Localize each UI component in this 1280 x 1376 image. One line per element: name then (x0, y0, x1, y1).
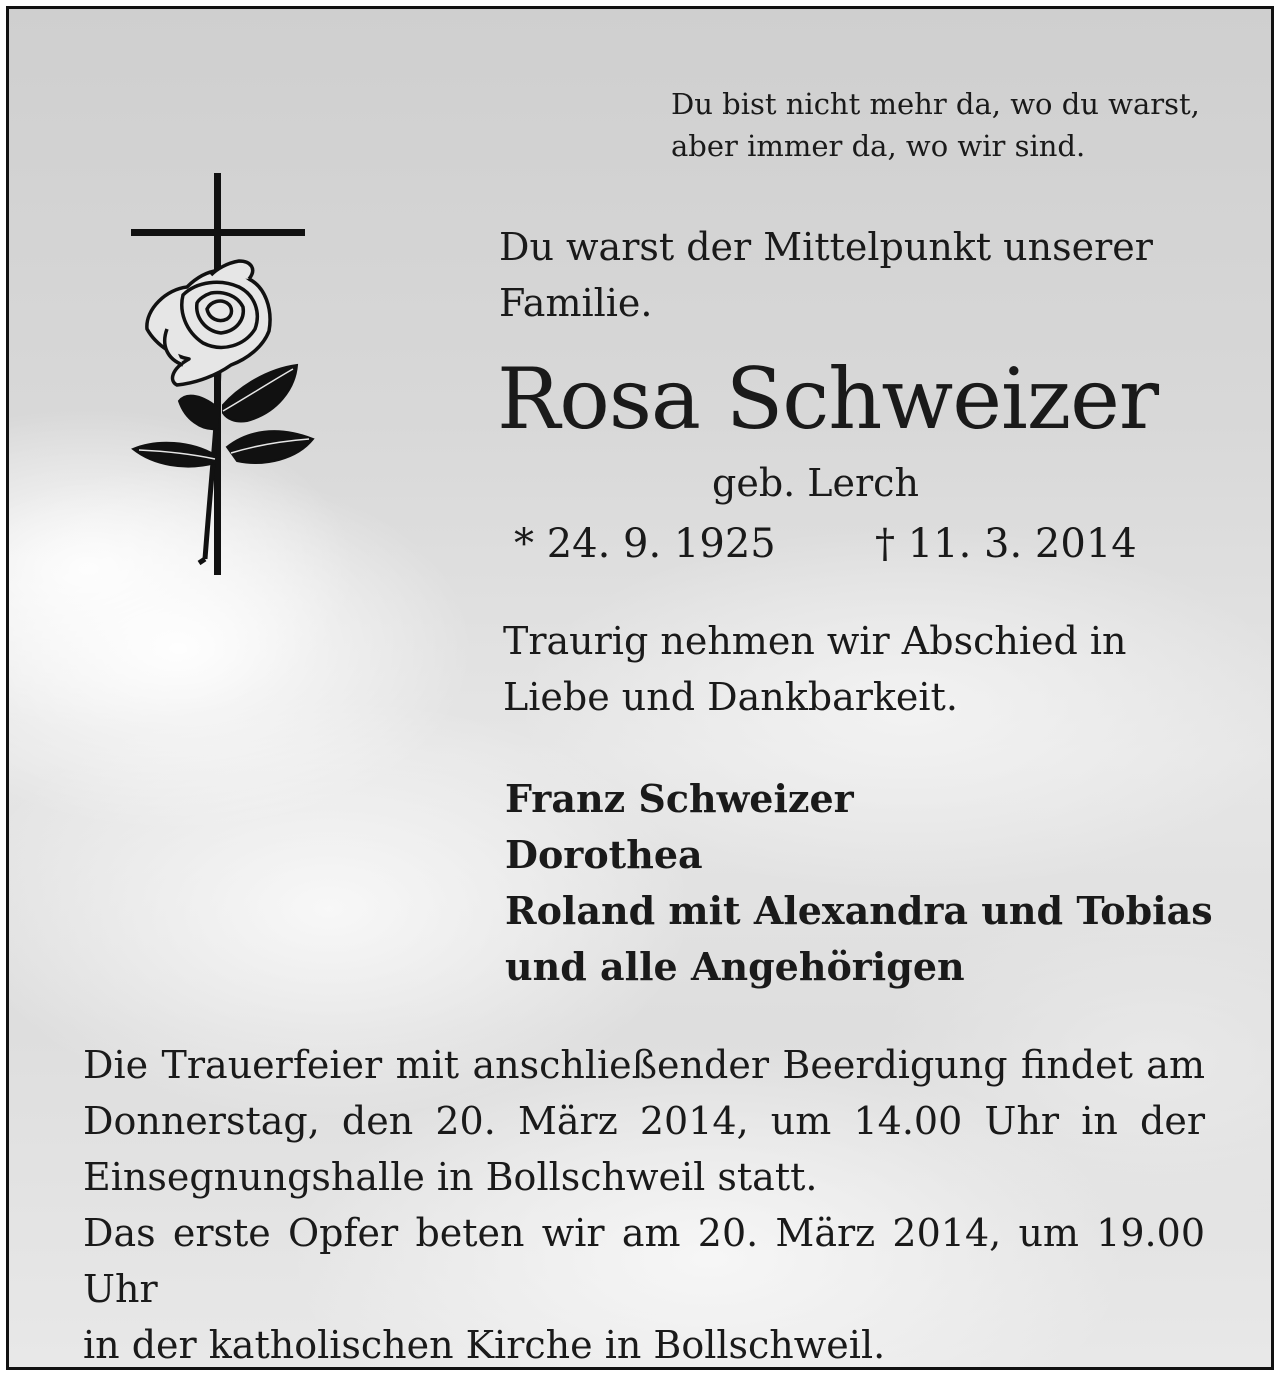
obituary-notice (6, 6, 1274, 1370)
farewell-line: Liebe und Dankbarkeit. (503, 675, 958, 719)
intro-line: Du warst der Mittelpunkt unserer (499, 225, 1153, 269)
mourner-name: Franz Schweizer (505, 776, 854, 821)
ceremony-line: Die Trauerfeier mit anschließender Beerdigung findet am (83, 1043, 1205, 1087)
ceremony-details (83, 1037, 1205, 1370)
ceremony-line: Das erste Opfer beten wir am 20. März 2014, um 19.00 Uhr (83, 1211, 1205, 1311)
mourners-list (505, 771, 1213, 995)
deceased-name: Rosa Schweizer (497, 350, 1158, 448)
ceremony-line: in der katholischen Kirche in Bollschweil. (83, 1323, 886, 1367)
death-date: † 11. 3. 2014 (875, 521, 1137, 567)
mourner-name: Dorothea (505, 832, 703, 877)
motto-line: aber immer da, wo wir sind. (671, 129, 1086, 163)
mourner-name: und alle Angehörigen (505, 944, 965, 989)
mourner-name: Roland mit Alexandra und Tobias (505, 888, 1213, 933)
farewell-line: Traurig nehmen wir Abschied in (503, 619, 1127, 663)
cross-with-rose-icon (127, 169, 317, 579)
farewell-text (503, 613, 1127, 725)
intro-text (499, 219, 1153, 331)
motto-line: Du bist nicht mehr da, wo du warst, (671, 87, 1200, 121)
birth-date: * 24. 9. 1925 (514, 521, 776, 567)
maiden-name: geb. Lerch (712, 461, 919, 505)
intro-line: Familie. (499, 281, 653, 325)
ceremony-line: Einsegnungshalle in Bollschweil statt. (83, 1155, 818, 1199)
motto-verse (671, 83, 1200, 167)
ceremony-line: Donnerstag, den 20. März 2014, um 14.00 Uhr in der (83, 1099, 1205, 1143)
